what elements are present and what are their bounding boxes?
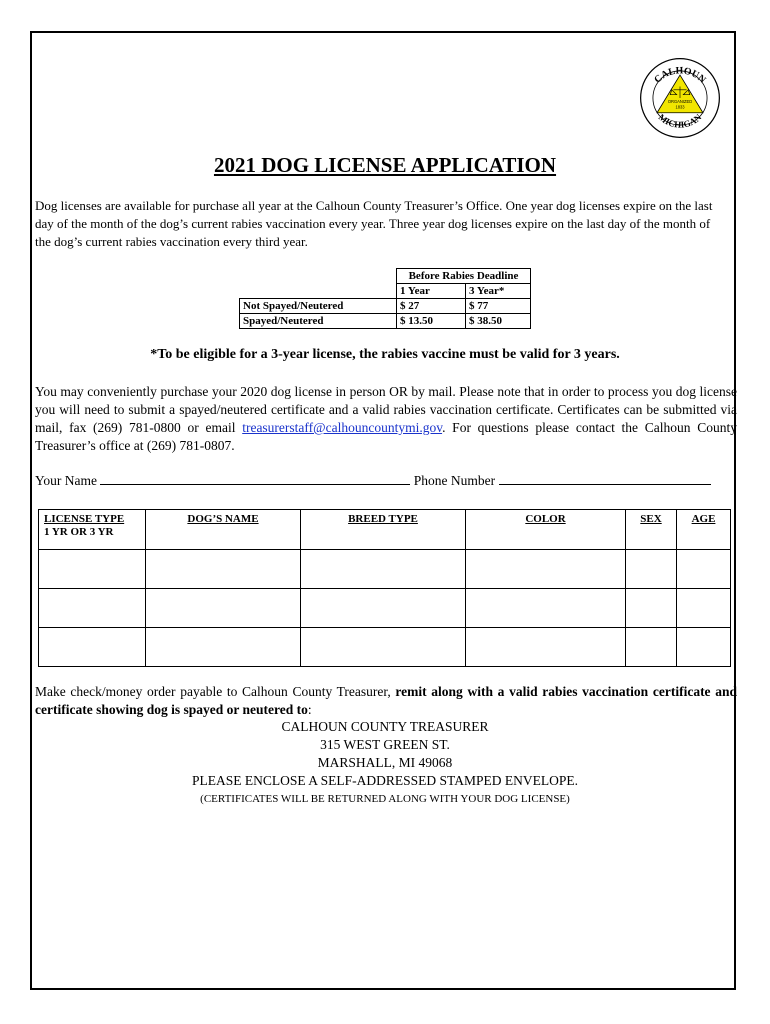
col-dogs-name: DOG’S NAME [146,510,301,550]
fee-row-label: Spayed/Neutered [240,314,397,329]
table-cell[interactable] [301,628,466,667]
seal-bottom-text: MICHIGAN [656,111,704,130]
fee-col-1-year: 1 Year [397,284,466,299]
fee-value: $ 77 [466,299,531,314]
fee-row-label: Not Spayed/Neutered [240,299,397,314]
purchase-info-text: You may conveniently purchase your 2020 dog license in person OR by mail. Please note that in order to process you dog license you will need to submit a spayed/neutered certificate and a valid rabies vaccination certificate. Certificates can be submitted via mail, fax (269) 781-0800 or email [35,384,737,435]
table-cell[interactable] [466,628,626,667]
table-cell[interactable] [466,589,626,628]
fee-value: $ 38.50 [466,314,531,329]
address-line: MARSHALL, MI 49068 [317,755,453,770]
mailing-address [0,718,770,808]
seal-organized: ORGANIZED [667,98,693,104]
remit-text: Make check/money order payable to Calhoun County Treasurer, [35,684,396,699]
seal-year: 1833 [675,104,685,110]
email-link[interactable]: treasurerstaff@calhouncountymi.gov [242,420,443,435]
fee-col-3-year: 3 Year* [466,284,531,299]
table-row [39,550,731,589]
table-cell[interactable] [146,628,301,667]
address-line: 315 WEST GREEN ST. [320,737,450,752]
fee-header: Before Rabies Deadline [397,269,531,284]
table-row [39,589,731,628]
col-sex: SEX [626,510,677,550]
intro-paragraph: Dog licenses are available for purchase all year at the Calhoun County Treasurer’s Office. One year dog licenses expire on the last day of the month of the dog’s current rabies vaccination every year. Three year dog licenses expire on the last day of the month of the dog’s current rabies vaccination every third year. [35,198,713,249]
table-cell[interactable] [301,550,466,589]
name-field[interactable] [100,472,410,485]
dog-info-table [38,509,731,667]
eligibility-note: *To be eligible for a 3-year license, the rabies vaccine must be valid for 3 years. [150,347,620,362]
phone-field[interactable] [499,472,711,485]
table-cell[interactable] [677,550,731,589]
table-cell[interactable] [39,589,146,628]
table-cell[interactable] [146,589,301,628]
table-row [39,628,731,667]
table-cell[interactable] [677,589,731,628]
col-color: COLOR [466,510,626,550]
purchase-info-text-end: . For questions please contact the Calhoun County Treasurer’s office at (269) 781-0807. [35,420,738,453]
table-cell[interactable] [466,550,626,589]
purchase-info-paragraph [35,383,737,455]
name-phone-line [35,472,711,489]
fee-value: $ 13.50 [397,314,466,329]
table-cell[interactable] [677,628,731,667]
phone-label: Phone Number [413,473,496,488]
table-cell[interactable] [39,628,146,667]
certificates-note: (CERTIFICATES WILL BE RETURNED ALONG WITH YOUR DOG LICENSE) [200,793,570,805]
table-cell[interactable] [626,550,677,589]
remit-end: : [307,702,312,717]
col-age: AGE [677,510,731,550]
fee-table [239,268,531,329]
fee-value: $ 27 [397,299,466,314]
col-license-type: LICENSE TYPE 1 YR OR 3 YR [39,510,146,550]
table-cell[interactable] [146,550,301,589]
name-label: Your Name [35,473,98,488]
table-cell[interactable] [301,589,466,628]
col-breed-type: BREED TYPE [301,510,466,550]
table-cell[interactable] [39,550,146,589]
table-cell[interactable] [626,628,677,667]
table-cell[interactable] [626,589,677,628]
county-seal-icon [639,57,721,139]
seal-top-text: CALHOUN [652,65,708,86]
page-title: 2021 DOG LICENSE APPLICATION [213,153,557,177]
address-line: CALHOUN COUNTY TREASURER [281,719,489,734]
envelope-note: PLEASE ENCLOSE A SELF-ADDRESSED STAMPED ENVELOPE. [192,773,578,788]
remit-bold-text: remit along with a valid rabies vaccination certificate and certificate showing dog is spayed or neutered to [35,684,737,717]
remit-paragraph [35,683,737,719]
